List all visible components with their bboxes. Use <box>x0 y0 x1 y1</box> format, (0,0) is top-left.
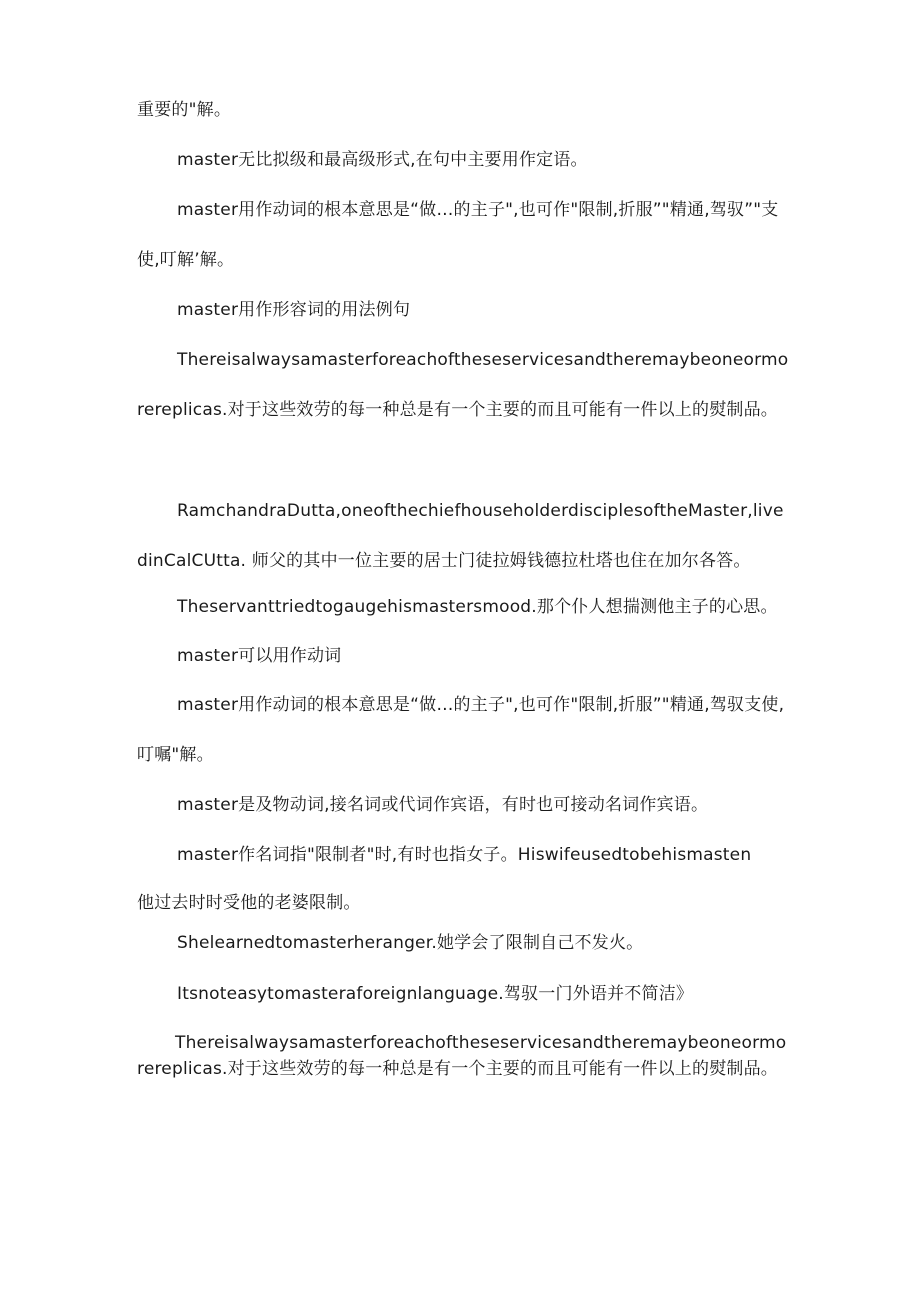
paragraph-6: RamchandraDutta,oneofthechiefhouseholderdisciplesoftheMaster,livedinCalCUtta. 师父的其中一位主要的居士门徒拉姆钱德拉杜塔也住在加尔各答。 <box>137 501 784 571</box>
paragraph-12: 他过去时时受他的老婆限制。 <box>137 893 361 913</box>
paragraph-4: master用作形容词的用法例句 <box>177 300 411 320</box>
paragraph-1: 重要的"解。 <box>137 100 232 120</box>
paragraph-8: master可以用作动词 <box>177 646 342 666</box>
paragraph-3: master用作动词的根本意思是“做…的主子",也可作"限制,折服”"精通,驾驭”"支使,叮解’解。 <box>137 200 779 270</box>
paragraph-14: Itsnoteasytomasteraforeignlanguage.驾驭一门外语并不简洁》 <box>177 984 694 1004</box>
paragraph-10: master是及物动词,接名词或代词作宾语，有时也可接动名词作宾语。 <box>177 795 709 815</box>
paragraph-15: Thereisalwaysamasterforeachoftheseservicesandtheremaybeoneormorereplicas.对于这些效劳的每一种总是有一个主要的而且可能有一件以上的熨制品。 <box>137 1033 787 1079</box>
paragraph-2: master无比拟级和最高级形式,在句中主要用作定语。 <box>177 150 588 170</box>
paragraph-9: master用作动词的根本意思是“做…的主子",也可作"限制,折服”"精通,驾驭支使,叮嘱"解。 <box>137 695 785 765</box>
paragraph-11: master作名词指"限制者"时,有时也指女子。Hiswifeusedtobehismasten <box>177 845 752 865</box>
paragraph-5: Thereisalwaysamasterforeachoftheseservicesandtheremaybeoneormorereplicas.对于这些效劳的每一种总是有一个主要的而且可能有一件以上的熨制品。 <box>137 350 789 420</box>
paragraph-13: Shelearnedtomasterheranger.她学会了限制自己不发火。 <box>177 933 644 953</box>
paragraph-7: Theservanttriedtogaugehismastersmood.那个仆人想揣测他主子的心思。 <box>177 597 778 617</box>
